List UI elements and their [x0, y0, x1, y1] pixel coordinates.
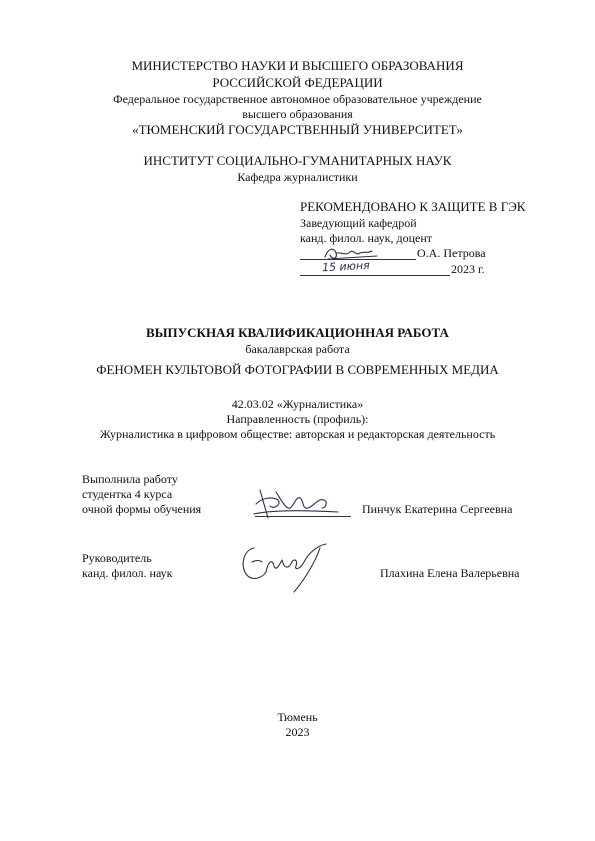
handwritten-date: 15 июня: [321, 258, 371, 275]
head-name: О.А. Петрова: [417, 246, 486, 260]
date-line: [300, 275, 450, 276]
approval-position: Заведующий кафедрой: [300, 216, 417, 230]
supervisor-signature: [236, 538, 336, 596]
work-type: ВЫПУСКНАЯ КВАЛИФИКАЦИОННАЯ РАБОТА: [146, 325, 449, 340]
institute-name: ИНСТИТУТ СОЦИАЛЬНО-ГУМАНИТАРНЫХ НАУК: [143, 153, 452, 168]
author-line-3: очной формы обучения: [82, 502, 202, 516]
profile-label: Направленность (профиль):: [226, 412, 369, 426]
institution-line-2: высшего образования: [242, 107, 353, 121]
author-line-1: Выполнила работу: [82, 472, 178, 486]
approval-degree: канд. филол. наук, доцент: [300, 231, 433, 245]
university-name: «ТЮМЕНСКИЙ ГОСУДАРСТВЕННЫЙ УНИВЕРСИТЕТ»: [132, 122, 463, 137]
author-signature: [252, 484, 342, 524]
specialty-code: 42.03.02 «Журналистика»: [231, 397, 364, 411]
work-level: бакалаврская работа: [245, 342, 350, 356]
author-name: Пинчук Екатерина Сергеевна: [362, 502, 513, 516]
department-name: Кафедра журналистики: [237, 170, 358, 184]
author-line-2: студентка 4 курса: [82, 487, 173, 501]
year: 2023: [285, 725, 310, 739]
ministry-line-2: РОССИЙСКОЙ ФЕДЕРАЦИИ: [212, 75, 383, 90]
work-title: ФЕНОМЕН КУЛЬТОВОЙ ФОТОГРАФИИ В СОВРЕМЕННЫХ МЕДИА: [96, 362, 499, 377]
profile-name: Журналистика в цифровом обществе: авторская и редакторская деятельность: [99, 427, 496, 441]
supervisor-line-2: канд. филол. наук: [82, 566, 173, 580]
institution-line-1: Федеральное государственное автономное образовательное учреждение: [113, 92, 482, 106]
city: Тюмень: [277, 710, 318, 724]
approval-title: РЕКОМЕНДОВАНО К ЗАЩИТЕ В ГЭК: [300, 199, 526, 214]
supervisor-name: Плахина Елена Валерьевна: [380, 566, 520, 580]
approval-year: 2023 г.: [451, 262, 485, 276]
ministry-line-1: МИНИСТЕРСТВО НАУКИ И ВЫСШЕГО ОБРАЗОВАНИЯ: [131, 58, 464, 73]
supervisor-line-1: Руководитель: [82, 551, 152, 565]
